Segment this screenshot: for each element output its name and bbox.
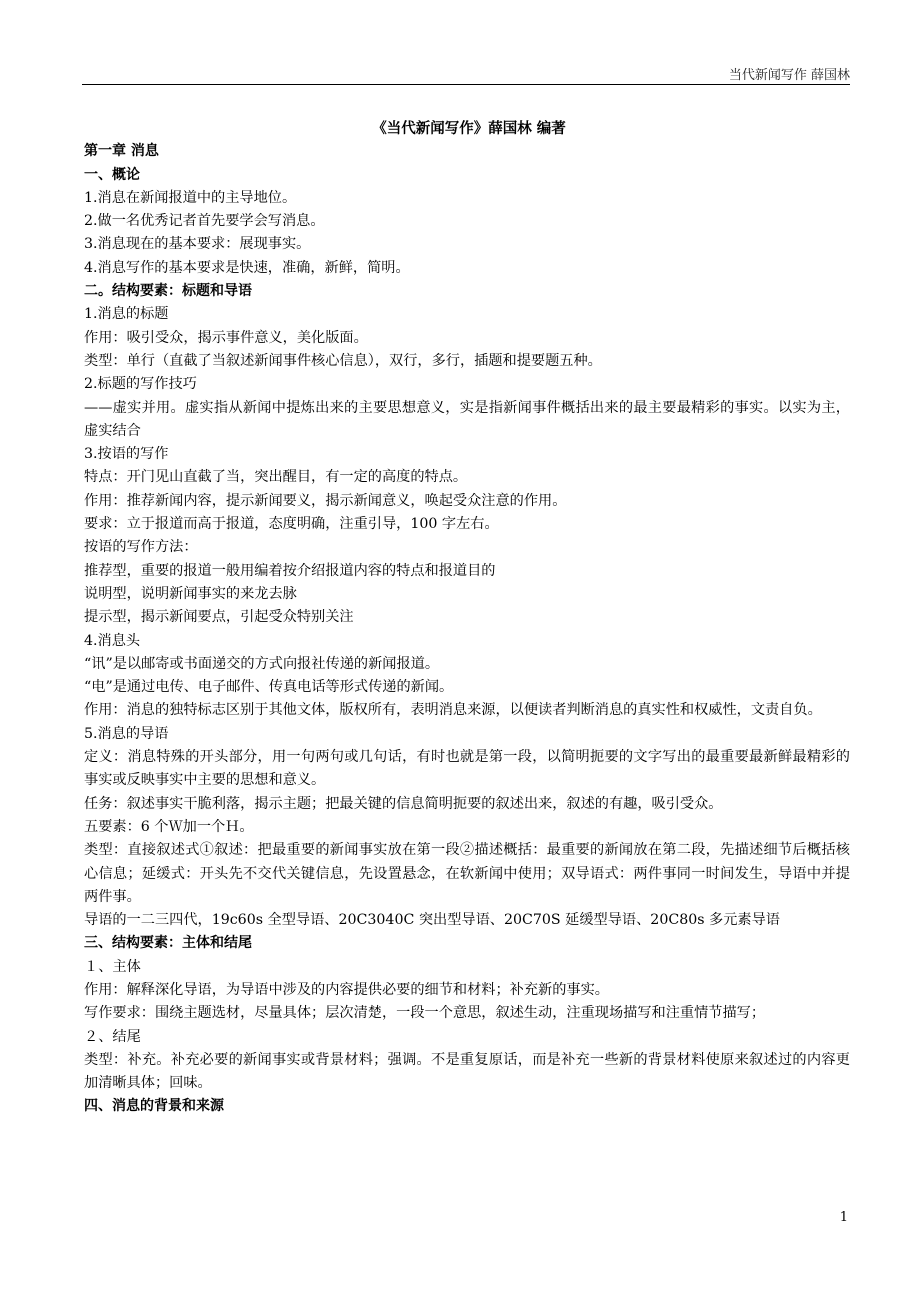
subheading: 4.消息头 <box>84 632 141 649</box>
subheading: 3.按语的写作 <box>84 446 169 463</box>
document-title: 《当代新闻写作》薛国林 编著 <box>372 120 566 137</box>
paragraph: 4.消息写作的基本要求是快速，准确，新鲜，简明。 <box>84 259 410 276</box>
paragraph: 说明型，说明新闻事实的来龙去脉 <box>84 585 297 602</box>
subheading: ２、结尾 <box>84 1028 141 1045</box>
running-header: 当代新闻写作 薛国林 <box>728 68 850 83</box>
paragraph: 要求：立于报道而高于报道，态度明确，注重引导，100 字左右。 <box>84 516 499 533</box>
subheading: 2.标题的写作技巧 <box>84 376 197 393</box>
subheading: 1.消息的标题 <box>84 306 169 323</box>
paragraph: 作用：消息的独特标志区别于其他文体，版权所有，表明消息来源，以便读者判断消息的真实性和权威性，文责自负。 <box>84 702 822 719</box>
document-body <box>84 117 850 1119</box>
chapter-heading: 第一章 消息 <box>84 143 159 160</box>
paragraph: 作用：推荐新闻内容，提示新闻要义，揭示新闻意义，唤起受众注意的作用。 <box>84 492 567 509</box>
paragraph: 任务：叙述事实干脆利落，揭示主题；把最关键的信息简明扼要的叙述出来，叙述的有趣，吸引受众。 <box>84 795 723 812</box>
section-heading: 一、概论 <box>84 166 140 183</box>
subheading: １、主体 <box>84 958 141 975</box>
paragraph: 类型：单行（直截了当叙述新闻事件核心信息），双行，多行，插题和提要题五种。 <box>84 352 602 369</box>
paragraph: 作用：吸引受众，揭示事件意义，美化版面。 <box>84 329 368 346</box>
paragraph: 推荐型，重要的报道一般用编着按介绍报道内容的特点和报道目的 <box>84 562 496 579</box>
paragraph: ——虚实并用。虚实指从新闻中提炼出来的主要思想意义，实是指新闻事件概括出来的最主要最精彩的事实。以实为主，虚实结合 <box>84 399 850 439</box>
paragraph: 导语的一二三四代，19c60s 全型导语、20C3040C 突出型导语、20C70S 延缓型导语、20C80s 多元素导语 <box>84 912 780 929</box>
paragraph: 2.做一名优秀记者首先要学会写消息。 <box>84 213 325 230</box>
paragraph: “讯”是以邮寄或书面递交的方式向报社传递的新闻报道。 <box>84 655 440 672</box>
paragraph: 写作要求：围绕主题选材，尽量具体；层次清楚，一段一个意思，叙述生动，注重现场描写和注重情节描写； <box>84 1005 766 1022</box>
paragraph: 提示型，揭示新闻要点，引起受众特别关注 <box>84 609 354 626</box>
paragraph: 定义：消息特殊的开头部分，用一句两句或几句话，有时也就是第一段，以简明扼要的文字写出的最重要最新鲜最精彩的事实或反映事实中主要的思想和意义。 <box>84 749 850 789</box>
subheading: 5.消息的导语 <box>84 725 169 742</box>
paragraph: “电”是通过电传、电子邮件、传真电话等形式传递的新闻。 <box>84 679 454 696</box>
paragraph: 五要素：6 个Ｗ加一个Ｈ。 <box>84 818 254 835</box>
paragraph: 类型：直接叙述式①叙述：把最重要的新闻事实放在第一段②描述概括：最重要的新闻放在第二段，先描述细节后概括核心信息；延缓式：开头先不交代关键信息，先设置悬念，在软新闻中使用；双导语式：两件事同一时间发生，导语中并提两件事。 <box>84 842 850 905</box>
paragraph: 类型：补充。补充必要的新闻事实或背景材料；强调。不是重复原话，而是补充一些新的背景材料使原来叙述过的内容更加清晰具体；回味。 <box>84 1051 850 1092</box>
page-number: 1 <box>839 1210 848 1225</box>
header-rule <box>82 84 850 85</box>
paragraph: 1.消息在新闻报道中的主导地位。 <box>84 189 297 206</box>
paragraph: 按语的写作方法： <box>84 539 198 556</box>
paragraph: 3.消息现在的基本要求：展现事实。 <box>84 236 311 253</box>
section-heading: 二。结构要素：标题和导语 <box>84 283 252 300</box>
section-heading: 四、消息的背景和来源 <box>84 1098 224 1115</box>
paragraph: 作用：解释深化导语，为导语中涉及的内容提供必要的细节和材料；补充新的事实。 <box>84 981 609 998</box>
paragraph: 特点：开门见山直截了当，突出醒目，有一定的高度的特点。 <box>84 469 468 486</box>
section-heading: 三、结构要素：主体和结尾 <box>84 935 252 952</box>
